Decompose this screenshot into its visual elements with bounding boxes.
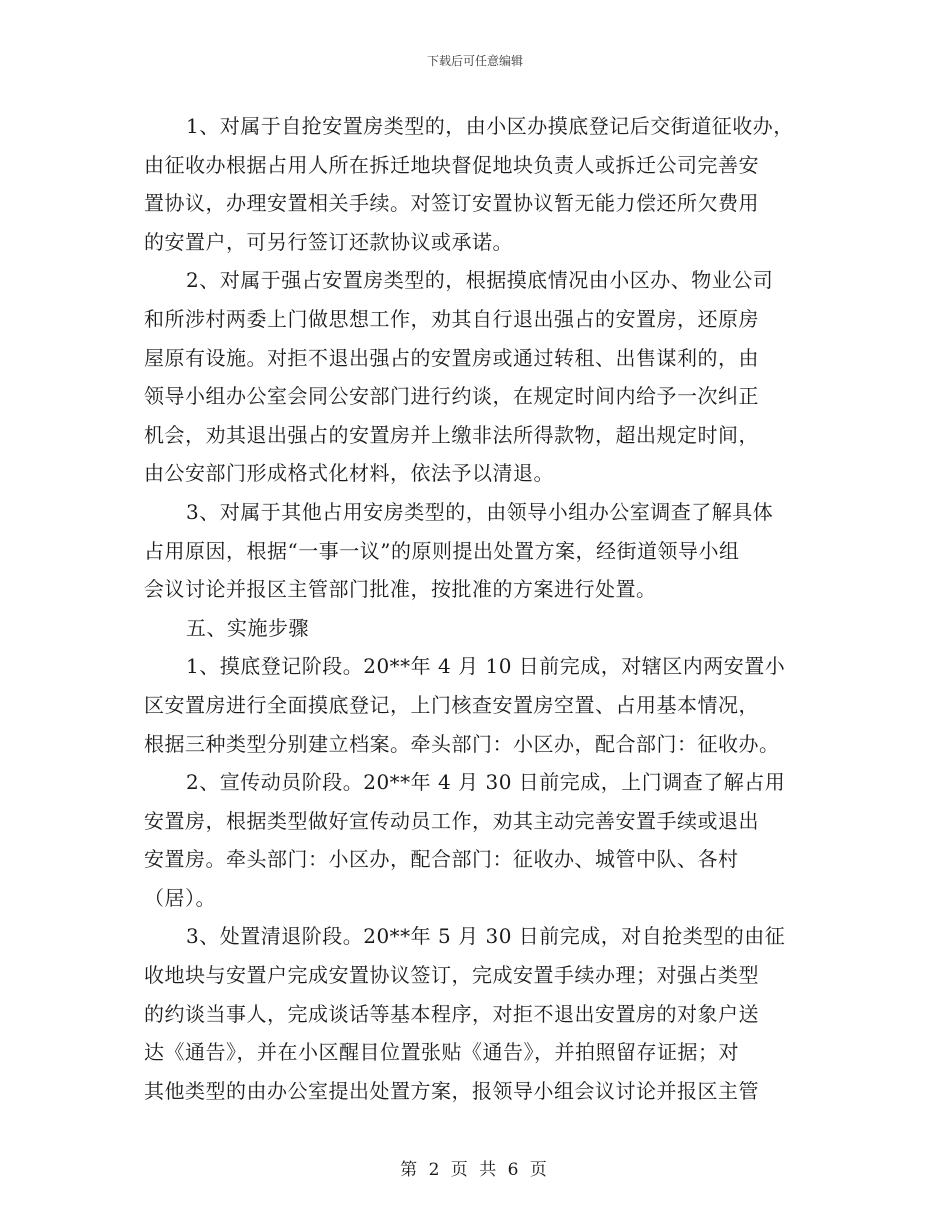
text-line: 由公安部门形成格式化材料，依法予以清退。 — [144, 461, 554, 486]
page-footer: 第 2 页 共 6 页 — [400, 1160, 550, 1180]
text-line: 3、处置清退阶段。20**年 5 月 30 日前完成，对自抢类型的由征 — [186, 924, 786, 949]
text-line: 机会，劝其退出强占的安置房并上缴非法所得款物，超出规定时间， — [144, 422, 759, 447]
text-line: 根据三种类型分别建立档案。牵头部门：小区办，配合部门：征收办。 — [144, 731, 780, 756]
text-line: 占用原因，根据“一事一议”的原则提出处置方案，经街道领导小组 — [144, 538, 740, 563]
text-line: 达《通告》，并在小区醒目位置张贴《通告》，并拍照留存证据；对 — [144, 1040, 739, 1065]
text-line: 1、摸底登记阶段。20**年 4 月 10 日前完成，对辖区内两安置小 — [186, 654, 786, 679]
text-line: 安置房，根据类型做好宣传动员工作，劝其主动完善安置手续或退出 — [144, 808, 759, 833]
text-line: 2、宣传动员阶段。20**年 4 月 30 日前完成，上门调查了解占用 — [186, 770, 786, 795]
text-line: 屋原有设施。对拒不退出强占的安置房或通过转租、出售谋利的，由 — [144, 345, 759, 370]
text-line: 区安置房进行全面摸底登记，上门核查安置房空置、占用基本情况， — [144, 692, 759, 717]
page-header: 下载后可任意编辑 — [426, 54, 523, 68]
text-line: （居）。 — [144, 885, 216, 910]
text-line: 2、对属于强占安置房类型的，根据摸底情况由小区办、物业公司 — [186, 268, 774, 293]
text-line: 和所涉村两委上门做思想工作，劝其自行退出强占的安置房，还原房 — [144, 306, 759, 331]
text-line: 领导小组办公室会同公安部门进行约谈，在规定时间内给予一次纠正 — [144, 384, 759, 409]
text-line: 的安置户，可另行签订还款协议或承诺。 — [144, 229, 513, 254]
text-line: 安置房。牵头部门：小区办，配合部门：征收办、城管中队、各村 — [144, 847, 739, 872]
text-line: 其他类型的由办公室提出处置方案，报领导小组会议讨论并报区主管 — [144, 1078, 759, 1103]
text-line: 由征收办根据占用人所在拆迁地块督促地块负责人或拆迁公司完善安 — [144, 152, 759, 177]
document-body — [144, 107, 824, 1110]
text-line: 的约谈当事人，完成谈话等基本程序，对拒不退出安置房的对象户送 — [144, 1001, 759, 1026]
text-line: 1、对属于自抢安置房类型的，由小区办摸底登记后交街道征收办， — [186, 114, 794, 138]
text-line: 会议讨论并报区主管部门批准，按批准的方案进行处置。 — [144, 577, 657, 602]
text-line: 3、对属于其他占用安房类型的，由领导小组办公室调查了解具体 — [186, 499, 774, 524]
text-line: 收地块与安置户完成安置协议签订，完成安置手续办理；对强占类型 — [144, 963, 759, 988]
text-line: 五、实施步骤 — [186, 615, 309, 640]
text-line: 置协议，办理安置相关手续。对签订安置协议暂无能力偿还所欠费用 — [144, 191, 759, 216]
